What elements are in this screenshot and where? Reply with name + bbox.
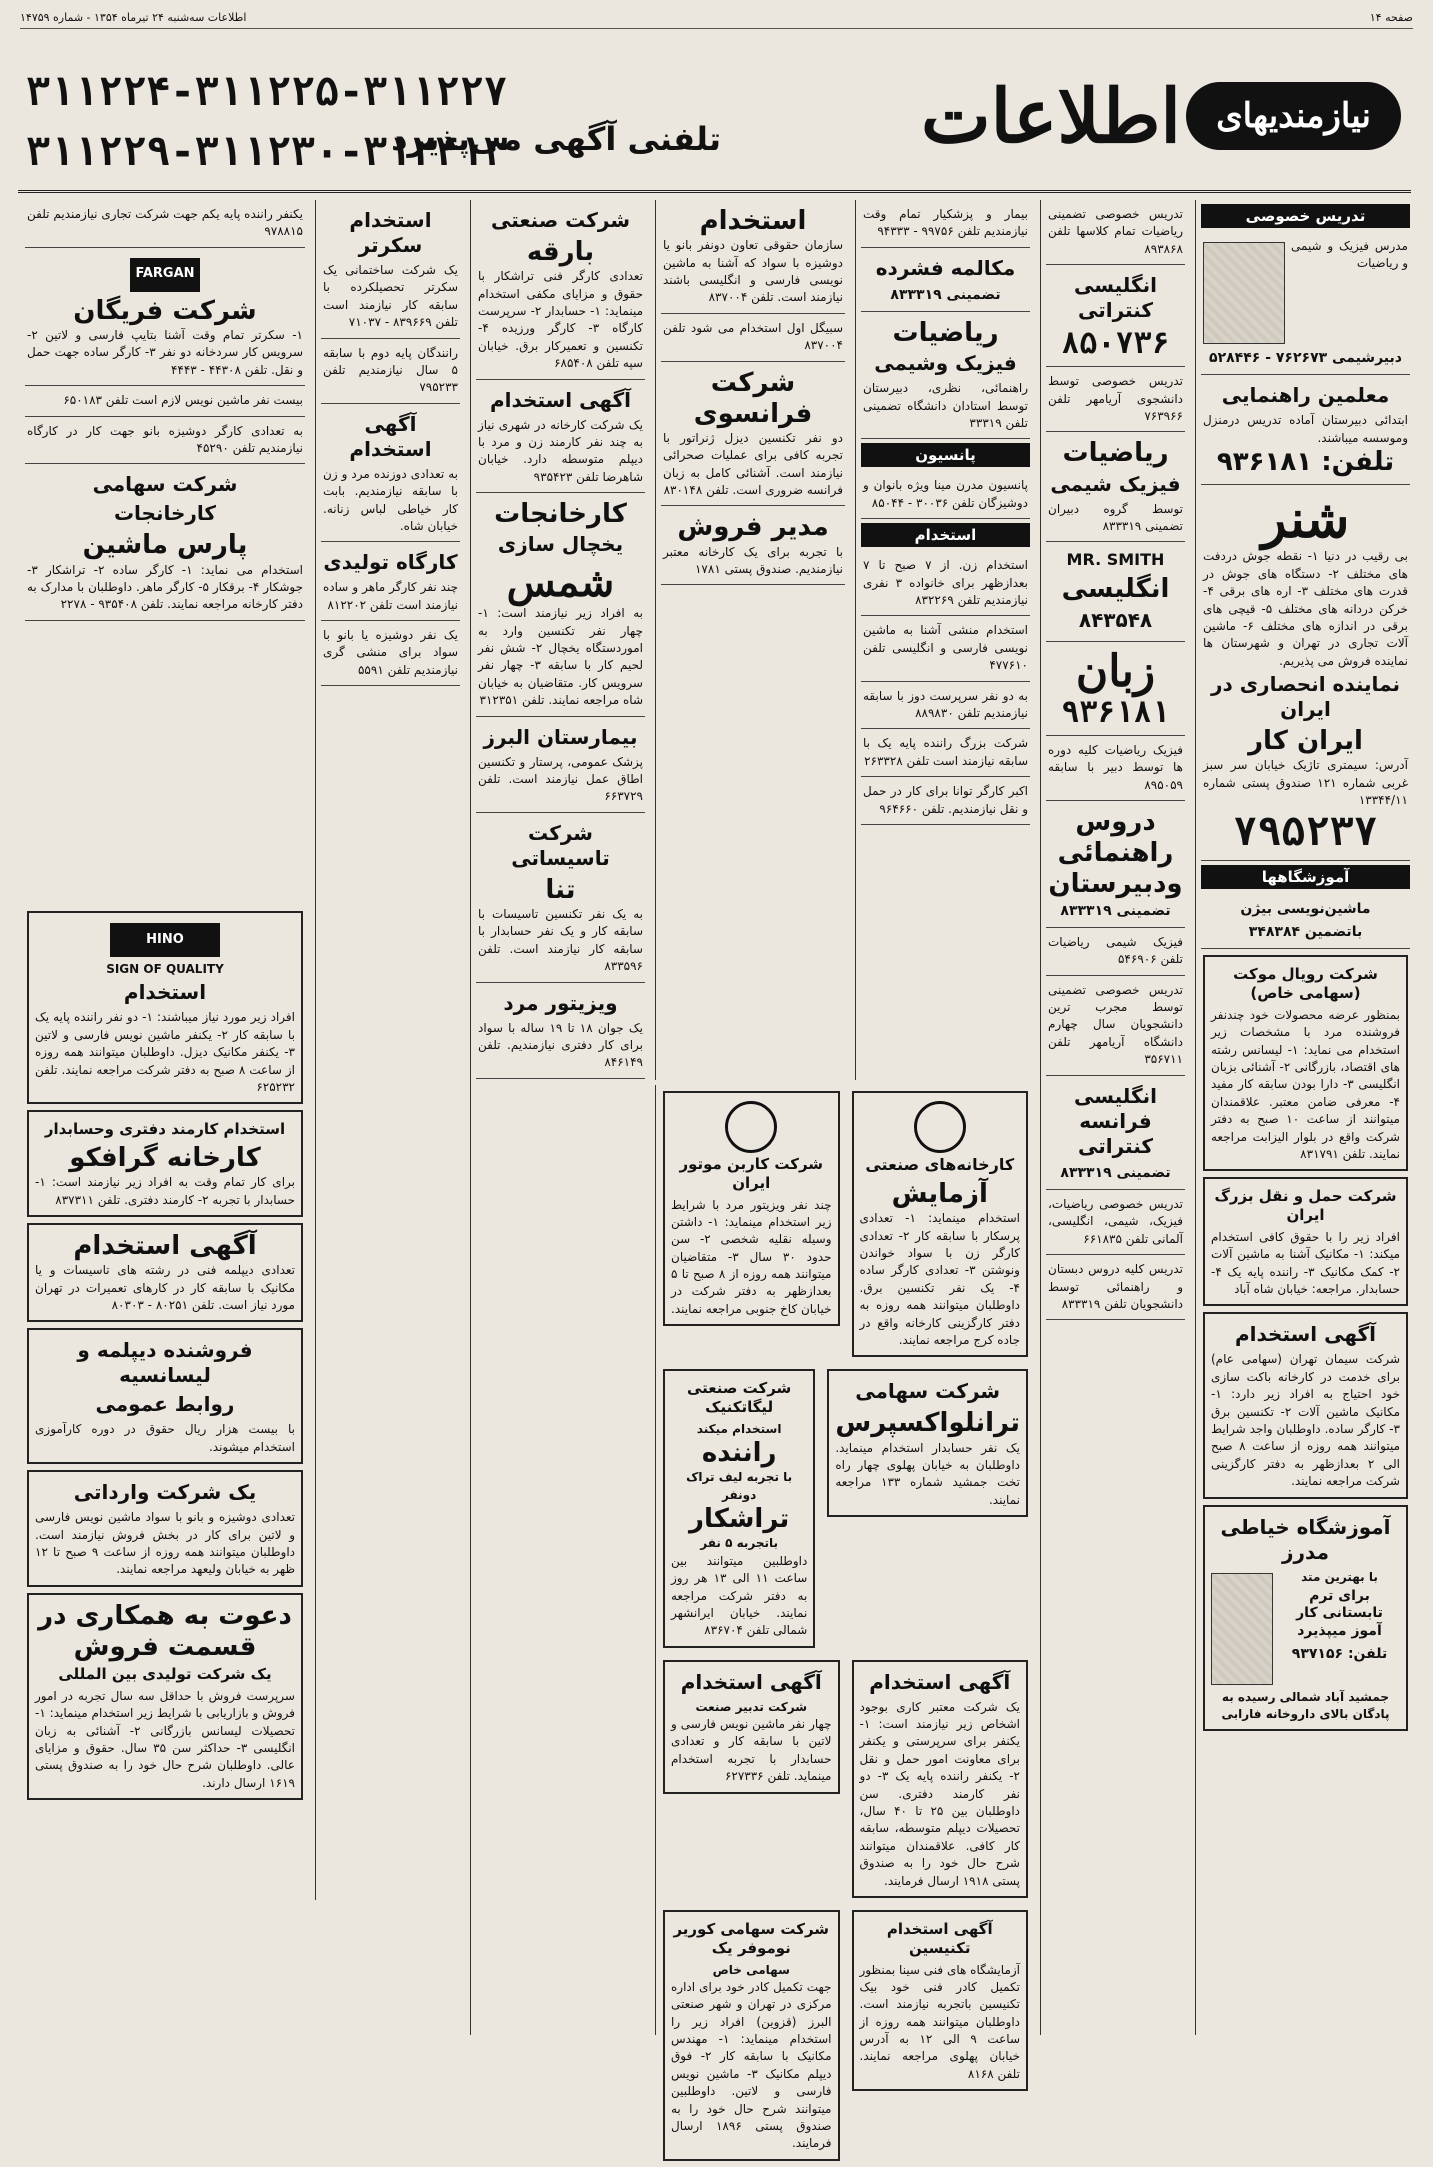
ad-azmayesh-title: آزمایش: [891, 1179, 988, 1209]
ad-c3-math: [861, 312, 1030, 439]
ad-shen: [1201, 485, 1410, 860]
ad-c2-8: تدریس کلیه دروس دبستان و راهنمائی توسط دانشجویان تلفن ۸۳۳۳۱۹: [1046, 1255, 1185, 1320]
ad-est-5: اکبر کارگر توانا برای کار در حمل و نقل نیازمندیم. تلفن ۹۶۴۶۶۰: [861, 777, 1030, 825]
masthead-subtitle: تلفنی آگهی می‌پذیرد: [391, 120, 721, 158]
ad-sales-head: فروشنده دیپلمه و لیسانسیه: [77, 1338, 253, 1388]
ad-tailor-sub: با بهترین متد: [1301, 1569, 1378, 1584]
ad-corry-sub: سهامی خاص: [712, 1962, 790, 1977]
ad-tana-body: به یک نفر تکنسین تاسیسات با سابقه کار و یک نفر حسابدار با سابقه کار نیازمند است. تلفن ۸۳۳۵۹۶: [478, 906, 643, 974]
ad-tailor-head: آموزشگاه خیاطی مدرز: [1220, 1514, 1391, 1564]
ad-shams: [476, 493, 645, 717]
ad-c2-3: فیزیک ریاضیات کلیه دوره ها توسط دبیر با سابقه ۸۹۵۰۵۹: [1046, 736, 1185, 801]
ad-royal-body: بمنظور عرضه محصولات خود چندنفر فروشنده مرد با مشخصات زیر استخدام می نماید: ۱- لیسانس رشته های اقتصاد، بازرگانی ۲- آشنائی بزبان انگلیسی ۳- دارا بودن سابقه کار مفید ۴- معرفی ضامن معتبر. علاقمندان میتوانند از ساعت ۱۰ صبح به دفتر شرکت واقع در بلوار الیزابت مراجعه نمایند. تلفن ۸۳۱۷۹۱: [1211, 1007, 1401, 1161]
ad-c6-workshop-head: کارگاه تولیدی: [323, 550, 458, 575]
section-label-institutes: آموزشگاهها: [1201, 865, 1410, 889]
ad-sales: [27, 1328, 303, 1464]
ad-c2-6-title: انگلیسی فرانسه کنتراتی: [1074, 1083, 1157, 1158]
ad-liga-tractor: تراشکار: [689, 1504, 790, 1535]
ad-eng-contract: [1046, 265, 1185, 367]
lower-block: [655, 1085, 1035, 2151]
ad-c4-french-body: دو نفر تکنسین دیزل ژنراتور با تجربه کافی برای عملیات صحرائی نیازمند است. آشنائی کامل به زبان فرانسه ضروری است. تلفن ۸۳۰۱۴۸: [663, 430, 843, 498]
ad-sales-body: با بیست هزار ریال حقوق در دوره کارآموزی استخدام میشوند.: [35, 1422, 295, 1454]
ad-c6-secretary-body: یک شرکت ساختمانی یک سکرتر تحصیلکرده با سابقه کار نیازمند است تلفن ۸۳۹۶۶۹ - ۷۱۰۳۷: [323, 263, 458, 330]
column-6: [315, 200, 465, 1900]
column-1: [1195, 200, 1415, 2035]
column-5: [470, 200, 650, 2035]
ad-liga-sub: استخدام میکند: [696, 1421, 782, 1436]
ad-import-head: یک شرکت وارداتی: [73, 1480, 257, 1505]
ad-tana-title: تنا: [545, 874, 576, 905]
ad-carbon-head: شرکت کاربن موتور ایران: [679, 1155, 824, 1192]
ad-graphco-title: کارخانه گرافکو: [69, 1143, 261, 1174]
ad-cement: [1203, 1312, 1408, 1498]
phones-line-1: ۳۱۱۲۲۴-۳۱۱۲۲۵-۳۱۱۲۲۷: [26, 69, 508, 115]
ad-zaban-title: زبان: [1075, 645, 1156, 697]
ad-dawat-head: دعوت به همکاری در قسمت فروش: [38, 1600, 292, 1662]
ad-royal-moquette: [1203, 955, 1408, 1171]
ad-ligatechnic: [663, 1369, 815, 1647]
ad-typing-phone: باتضمین ۳۴۸۳۸۴: [1248, 924, 1363, 941]
ad-import-body: تعدادی دوشیزه و بانو با سواد ماشین نویس فارسی و لاتین برای کار در بخش فروش نیازمند است. داوطلبان میتوانند همه روزه از ساعت ۹ صبح تا ۱۲ ظهر به خیابان ولیعهد مراجعه نمایند.: [35, 1510, 296, 1577]
ad-c4-french: [661, 362, 845, 507]
ad-teachers-phone: تلفن: ۹۳۶۱۸۱: [1216, 447, 1395, 478]
ad-teacher-text: مدرس فیزیک و شیمی و ریاضیات: [1291, 239, 1408, 271]
ad-c2-1: تدریس خصوصی تضمینی ریاضیات تمام کلاسها تلفن ۸۹۳۸۶۸: [1046, 200, 1185, 265]
ad-teachers-head: معلمین راهنمایی: [1221, 383, 1390, 408]
ad-c5-agahi: [476, 380, 645, 494]
ad-c4-1-body: سازمان حقوقی تعاون دونفر بانو یا دوشیزه با سواد که آشنا به ماشین نویسی فارسی و انگلیسی باشند نیازمند است. تلفن ۸۳۷۰۰۴: [663, 238, 843, 305]
ad-c2-6-phone: تضمینی ۸۳۳۳۱۹: [1060, 1164, 1171, 1181]
ad-c7-workers: به تعدادی کارگر دوشیزه بانو جهت کار در کارگاه نیازمندیم تلفن ۴۵۲۹۰: [25, 417, 305, 465]
ad-c6-workshop: [321, 542, 460, 621]
building-illustration: [1203, 242, 1285, 344]
ad-shams-title: شمس: [506, 559, 615, 607]
ad-c6-agahi2-body: تعدادی دیپلمه فنی در رشته های تاسیسات و یا مکانیک با سابقه کار در کارهای تعمیرات در تهران مورد نیاز است. تلفن ۸۰۲۵۱ - ۸۰۳۰۳: [35, 1263, 295, 1313]
ad-c3-agahi-head: آگهی استخدام: [869, 1669, 1011, 1694]
ad-dawat-sub: یک شرکت تولیدی بین المللی: [58, 1665, 272, 1684]
ad-c3-agahi-body: یک شرکت معتبر کاری بوجود اشخاص زیر نیازمند است: ۱- یکنفر برای سرپرستی و یکنفر برای معاونت امور حمل و نقل ۲- یکنفر راننده پایه یک ۳- دو نفر کارمند دفتری. سن داوطلبان بین ۲۵ تا ۴۰ سال، تحصیلات دیپلم متوسطه، سابقه کار کافی. علاقمندان میتوانند شرح حال خود را به صندوق پستی ۱۹۱۸ ارسال فرمایند.: [859, 1699, 1021, 1888]
ad-c6-agahi-body: به تعدادی دوزنده مرد و زن با سابقه نیازمندیم. بابت کار خیاطی لباس زنانه. خیابان شاه.: [323, 466, 458, 533]
ad-visitor-body: یک جوان ۱۸ تا ۱۹ ساله با سواد برای کار دفتری نیازمندیم. تلفن ۸۴۶۱۴۹: [478, 1020, 643, 1070]
masthead-title: اطلاعات: [921, 74, 1181, 160]
ad-bareqe-head: شرکت صنعتی: [490, 208, 631, 232]
ad-c6-agahi2: [27, 1223, 303, 1322]
ad-tadbir-body: چهار نفر ماشین نویس فارسی و لاتین با سابقه کار و تعدادی حسابدار با تجربه استخدام مینماید. تلفن ۶۲۷۳۳۶: [671, 1717, 832, 1784]
ad-haml-body: افراد زیر را با حقوق کافی استخدام میکند: ۱- مکانیک آشنا به ماشین آلات ۲- کمک مکانیک ۳- راننده پایه یک ۴- حسابدار. مراجعه: خیابان شاه آباد: [1211, 1229, 1401, 1297]
ad-teachers-body: ابتدائی دبیرستان آماده تدریس درمنزل وموسسه میباشند.: [1203, 413, 1408, 445]
ad-c6-agahi: [321, 404, 460, 543]
masthead-oval: نیازمندیهای: [1186, 82, 1401, 150]
ad-est-3: به دو نفر سرپرست دوز با سابقه نیازمندیم تلفن ۸۸۹۸۳۰: [861, 682, 1030, 730]
ad-c2-6: [1046, 1076, 1185, 1190]
ad-royal-head: شرکت رویال موکت (سهامی خاص): [1233, 965, 1378, 1003]
ad-hino-head: استخدام: [123, 980, 207, 1005]
phones-line-2: ۳۱۱۲۲۹-۳۱۱۲۳۰-۳۱۲۴۱۳: [26, 129, 508, 175]
ad-tailor-addr: جمشید آباد شمالی رسیده به پادگان بالای داروخانه فارابی: [1221, 1689, 1390, 1721]
ad-liga-head: شرکت صنعتی لیگاتکنیک: [687, 1379, 792, 1417]
masthead-phones: [26, 62, 508, 182]
column-4: [655, 200, 850, 1080]
ad-math-title: ریاضیات: [1062, 438, 1169, 469]
ad-c5-agahi-body: یک شرکت کارخانه در شهری نیاز به چند نفر کارمند زن و مرد با دیپلم متوسطه دارد. خیابان شاهرضا تلفن ۹۳۵۴۲۳: [478, 417, 643, 484]
column-3: [855, 200, 1035, 1080]
ad-import: [27, 1470, 303, 1587]
ad-tadbir: [663, 1660, 840, 1794]
ad-dorus-dabirestan: ودبیرستان: [1048, 869, 1183, 900]
ad-iran-kar-phone: ۷۹۵۲۳۷: [1233, 808, 1378, 855]
ad-hino: [27, 911, 303, 1104]
ad-c7-typists: بیست نفر ماشین نویس لازم است تلفن ۶۵۰۱۸۳: [25, 386, 305, 416]
ad-c6-secretary: [321, 200, 460, 339]
ad-shams-body: به افراد زیر نیازمند است: ۱- چهار نفر تکنسین وارد به اموردستگاه یخچال ۲- شش نفر لحیم کار با سابقه ۳- چهار نفر سرویس کار. متقاضیان به خیابان شاه مراجعه نمایند. تلفن ۳۱۲۳۵۱: [478, 606, 644, 708]
ad-liga-tractor-note: باتجربه ۵ نفر: [700, 1536, 779, 1551]
page-header: [20, 6, 1413, 29]
section-label-private: تدریس خصوصی: [1201, 204, 1410, 228]
ad-dorus-title: دروس: [1075, 807, 1156, 838]
ad-c6-agahi2-head: آگهی استخدام: [73, 1231, 257, 1262]
ad-tadbir-sub: شرکت تدبیر صنعت: [695, 1699, 808, 1714]
ad-hino-body: افراد زیر مورد نیاز میباشند: ۱- دو نفر راننده پایه یک با سابقه کار ۲- یکنفر ماشین نویس فارسی و لاتین ۳- یکنفر مکانیک دیزل. داوطلبان میتوانند همه روزه از ساعت ۸ صبح به دفتر شرکت مراجعه نمایند. تلفن ۶۲۵۲۳۲: [35, 1010, 295, 1094]
ad-dawat-body: سرپرست فروش با حداقل سه سال تجربه در امور فروش و بازاریابی با شرایط زیر استخدام مینماید: ۱- تحصیلات لیسانس بازرگانی ۲- آشنائی به زبان انگلیسی ۳- حداکثر سن ۳۵ سال. حقوق و مزایای عالی. داوطلبان شرح حال خود را به صندوق پستی ۱۶۱۹ ارسال دارند.: [35, 1688, 296, 1790]
ad-c6-drivers: رانندگان پایه دوم با سابقه ۵ سال نیازمندیم تلفن ۷۹۵۲۳۳: [321, 339, 460, 404]
ad-dorus-phone: تضمینی ۸۳۳۳۱۹: [1060, 902, 1171, 919]
ad-iran-kar-addr: آدرس: سیمتری تاژیک خیابان سر سبز غربی شماره ۱۲۱ صندوق پستی شماره ۱۳۳۴۴/۱۱: [1203, 758, 1408, 808]
ad-technician: [852, 1910, 1029, 2091]
ad-zaban-phone: ۹۳۶۱۸۱: [1061, 694, 1170, 730]
ad-c4-sales-manager: [661, 506, 845, 585]
ad-iran-kar: ایران کار: [1248, 726, 1363, 757]
ad-eng-head: انگلیسی کنتراتی: [1074, 273, 1157, 323]
ad-c3-phys-body: راهنمائی، نظری، دبیرستان توسط استادان دانشگاه تضمینی تلفن ۳۳۳۱۹: [863, 381, 1028, 431]
ad-visitor-head: ویزیتور مرد: [503, 990, 618, 1015]
issue-line: اطلاعات سه‌شنبه ۲۴ تیرماه ۱۳۵۴ - شماره ۱۴۷۵۹: [20, 10, 247, 24]
ad-teacher: [1201, 232, 1410, 375]
ad-tailoring: [1203, 1505, 1408, 1732]
ad-pars-machine: [25, 464, 305, 620]
ad-c6-secretary-head: استخدام سکرتر: [349, 208, 432, 257]
ad-tech-body: آزمایشگاه های فنی سینا بمنظور تکمیل کادر فنی خود بیک تکنیسین باتجربه نیازمند است. داوطلبان میتوانند همه روزه از ساعت ۹ الی ۱۲ به آدرس خیابان پهلوی مراجعه نمایند. تلفن ۸۱۶۸: [859, 1962, 1021, 2081]
ad-tranlo-head: شرکت سهامی: [855, 1379, 1001, 1404]
ad-shams-yakhchal: یخچال سازی: [497, 532, 624, 557]
ad-graphco-body: برای کار تمام وقت به افراد زیر نیازمند است: ۱- حسابدار با تجربه ۲- کارمند دفتری. تلفن ۸۳۷۳۱۱: [35, 1175, 295, 1207]
ad-shen-body: بی رقیب در دنیا ۱- نقطه جوش دردفت های مختلف ۲- دستگاه های جوش در قدرت های مختلف ۳- اره های برقی ۴- خرکن دردانه های مختلف ۵- قیچی های برقی در اندازه های مختلف ۶- ماشین آلات تجاری در تهران و شهرستان ها نماینده فروش می پذیریم.: [1203, 549, 1408, 668]
ad-fargan-body: ۱- سکرتر تمام وقت آشنا بتایپ فارسی و لاتین ۲- سرویس کار سردخانه دو نفر ۳- کارگر ساده جهت حمل و نقل. تلفن ۴۴۳۰۸ - ۴۴۴۳: [27, 327, 303, 377]
page-number: صفحه ۱۴: [1369, 10, 1413, 24]
ad-tranlo-title: ترانلواکسپرس: [835, 1408, 1020, 1439]
carbon-logo-icon: [725, 1101, 777, 1153]
ad-c4-french-title: شرکت فرانسوی: [693, 367, 813, 429]
ad-azmayesh: [852, 1091, 1029, 1357]
ad-c4-2: سبیگل اول استخدام می شود تلفن ۸۳۷۰۰۴: [661, 314, 845, 362]
ad-hino-sub: SIGN OF QUALITY: [106, 962, 224, 976]
ad-c2-5: تدریس خصوصی تضمینی توسط مجرب ترین دانشجویان سال چهارم دانشگاه آریامهر تلفن ۳۵۶۷۱۱: [1046, 976, 1185, 1076]
ad-pars-body: استخدام می نماید: ۱- کارگر ساده ۲- تراشکار ۳- جوشکار ۴- برقکار ۵- کارگر ماهر. داوطلبان با مدارک به دفتر کارخانه مراجعه نمایند. تلفن ۹۳۵۴۰۸ - ۲۲۷۸: [27, 562, 303, 612]
ad-sales-head2: روابط عمومی: [95, 1392, 235, 1417]
ad-bareqe-body: تعدادی کارگر فنی تراشکار با حقوق و مزایای مکفی استخدام مینماید: ۱- حسابدار ۲- سرپرست کارگاه ۳- کارگر ورزیده ۴- تکنسین و تعمیرکار برق. خیابان سپه تلفن ۶۸۵۴۰۸: [478, 269, 643, 371]
ad-dorus: [1046, 801, 1185, 928]
hino-logo: HINO: [110, 923, 220, 957]
label-pansion: پانسیون: [861, 443, 1030, 467]
ad-tana: [476, 813, 645, 983]
ad-math: [1046, 432, 1185, 542]
ad-eng-phone: ۸۵۰۷۳۶: [1061, 326, 1170, 362]
ad-c2-7: تدریس خصوصی ریاضیات، فیزیک، شیمی، انگلیسی، آلمانی تلفن ۶۶۱۸۳۵: [1046, 1190, 1185, 1255]
ad-liga-driver: راننده: [701, 1438, 777, 1469]
ad-c6-secretary2: یک نفر دوشیزه یا بانو با سواد برای منشی گری نیازمندیم تلفن ۵۵۹۱: [321, 621, 460, 686]
ad-c4-1: [661, 200, 845, 314]
ad-azmayesh-body: استخدام مینماید: ۱- تعدادی پرسکار با سابقه کار ۲- تعدادی کارگر زن با سواد خواندن ونوشتن ۳- تعدادی کارگر ساده ۴- یک نفر تکنسین برق. داوطلبان میتوانند همه روزه به دفتر کارگزینی کارخانه واقع در جاده کرج مراجعه نمایند.: [859, 1211, 1020, 1347]
ad-alborz-body: پزشک عمومی، پرستار و تکنسین اطاق عمل نیازمند است. تلفن ۶۶۳۷۲۹: [478, 754, 643, 804]
ad-smith-phone: ۸۴۳۵۴۸: [1078, 607, 1153, 632]
ad-smith: [1046, 542, 1185, 641]
ad-c2-4: فیزیک شیمی ریاضیات تلفن ۵۴۶۹۰۶: [1046, 928, 1185, 976]
ad-tech-head: آگهی استخدام تکنیسین: [886, 1920, 993, 1957]
ad-est-2: استخدام منشی آشنا به ماشین نویسی فارسی و انگلیسی تلفن ۴۷۷۶۱۰: [861, 616, 1030, 681]
ad-graphco-sub: استخدام کارمند دفتری وحسابدار: [44, 1120, 286, 1139]
ad-tana-head: شرکت تاسیساتی: [511, 820, 610, 870]
ad-tadbir-head: آگهی استخدام: [680, 1669, 822, 1694]
ad-smith-name: MR. SMITH: [1066, 550, 1165, 570]
ad-dorus-rahnamai: راهنمائی: [1057, 838, 1174, 869]
ad-graphco: [27, 1110, 303, 1217]
ad-fargan: [25, 248, 305, 386]
ad-c4-sales-manager-title: مدیر فروش: [677, 512, 829, 543]
column-2: [1040, 200, 1190, 2035]
ad-c3-phys-title: فیزیک وشیمی: [874, 351, 1017, 376]
ad-est-1: استخدام زن. از ۷ صبح تا ۷ بعدازظهر برای خانواده ۳ نفری نیازمندیم تلفن ۸۳۲۲۶۹: [861, 551, 1030, 616]
ad-c6-workshop-body: چند نفر کارگر ماهر و ساده نیازمند است تلفن ۸۱۲۲۰۲: [323, 580, 458, 612]
ad-alborz-head: بیمارستان البرز: [483, 724, 638, 749]
ad-c6-agahi-head: آگهی استخدام: [349, 411, 432, 461]
ad-c5-agahi-head: آگهی استخدام: [489, 387, 632, 412]
ad-bareqe: [476, 200, 645, 380]
ad-pars-karkhanejat: کارخانجات: [113, 501, 217, 526]
ad-teachers-guidance: [1201, 375, 1410, 485]
ad-c3-1: بیمار و پزشکیار تمام وقت نیازمندیم تلفن ۹۹۷۵۶ - ۹۴۳۳۳: [861, 200, 1030, 248]
ad-teacher-phone: دبیرشیمی ۷۶۲۶۷۳ - ۵۲۸۴۴۶: [1209, 350, 1402, 366]
ad-shams-karkhanejat: کارخانجات: [494, 499, 627, 530]
ad-haml-naql: [1203, 1177, 1408, 1306]
ad-alborz: [476, 717, 645, 813]
ad-smith-eng: انگلیسی: [1061, 574, 1170, 605]
ad-pars-title: پارس ماشین: [82, 530, 248, 561]
ad-c3-agahi: [852, 1660, 1029, 1898]
ad-typing: [1201, 893, 1410, 950]
ad-cement-body: شرکت سیمان تهران (سهامی عام) برای خدمت در کارخانه باکت سازی خود احتیاج به افراد زیر دارد: ۱- مکانیک ماشین آلات ۲- تکنسین برق ۳- کارگر ساده. داوطلبان واجد شرایط میتوانند همه روزه از ساعت ۸ صبح الی ۲ بعدازظهر به دفتر کارگزینی شرکت مراجعه نمایند.: [1211, 1352, 1401, 1489]
ad-typing-title: ماشین‌نویسی بیژن: [1240, 900, 1371, 917]
ad-zaban: [1046, 642, 1185, 736]
ad-carbon-motor: [663, 1091, 840, 1326]
left-lower-block: [20, 905, 310, 2035]
ad-haml-head: شرکت حمل و نقل بزرگ ایران: [1214, 1187, 1397, 1225]
ad-tranlo: [827, 1369, 1028, 1517]
ad-tailor-phone: تلفن: ۹۳۷۱۵۶: [1291, 1646, 1388, 1663]
ad-fargan-title: شرکت فریگان: [73, 295, 257, 326]
ad-c3-math-title: ریاضیات: [892, 318, 999, 349]
azmayesh-logo-icon: [914, 1101, 966, 1153]
ad-liga-body: داوطلبین میتوانند بین ساعت ۱۱ الی ۱۳ هر روز به دفتر شرکت مراجعه نمایند. خیابان ایرانشهر شمالی تلفن ۸۳۶۷۰۴: [671, 1553, 808, 1638]
masthead: [18, 60, 1411, 193]
label-estekhdam: استخدام: [861, 523, 1030, 547]
ad-c4-1-title: استخدام: [699, 206, 807, 236]
column-7: [20, 200, 310, 900]
ad-c3-2: [861, 248, 1030, 312]
ad-liga-driver-note: با تجربه لیف تراک دونفر: [686, 1470, 793, 1502]
ad-visitor: [476, 983, 645, 1079]
ad-c2-2: تدریس خصوصی توسط دانشجوی آریامهر تلفن ۷۶۳۹۶۶: [1046, 367, 1185, 432]
ad-shen-title: شنر: [1261, 489, 1350, 551]
ad-c3-2-sub: تضمینی ۸۳۳۳۱۹: [890, 286, 1001, 303]
ad-bareqe-title: بارقه: [526, 237, 595, 267]
ad-pansion: پانسیون مدرن مینا ویژه بانوان و دوشیزگان تلفن ۳۰۰۳۶ - ۸۵۰۴۴: [861, 471, 1030, 519]
ad-dawat: [27, 1593, 303, 1800]
ad-c4-sales-manager-body: با تجربه برای یک کارخانه معتبر نیازمندیم. صندوق پستی ۱۷۸۱: [663, 544, 843, 577]
ad-corry-head: شرکت سهامی کوریر نوموفر یک: [673, 1920, 830, 1957]
ad-phys-title: فیزیک شیمی: [1050, 471, 1181, 496]
ad-phys-sub: توسط گروه دبیران تضمینی ۸۳۳۳۱۹: [1048, 501, 1183, 533]
fargan-logo: FARGAN: [130, 258, 200, 292]
ad-c7-driver: یکنفر راننده پایه یکم جهت شرکت تجاری نیازمندیم تلفن ۹۷۸۸۱۵: [25, 200, 305, 248]
ad-azmayesh-head: کارخانه‌های صنعتی: [865, 1155, 1015, 1174]
ad-cement-head: آگهی استخدام: [1234, 1322, 1377, 1347]
ad-c3-2-title: مکالمه فشرده: [875, 255, 1016, 280]
ad-tailor-body: برای ترم تابستانی کار آموز میپذیرد: [1296, 1587, 1383, 1639]
ad-corry-body: جهت تکمیل کادر خود برای اداره مرکزی در تهران و شهر صنعتی البرز (قزوین) افراد زیر را استخدام مینماید: ۱- مهندس مکانیک با سابقه کار ۲- فوق دیپلم مکانیک ۳- ماشین نویس فارسی و لاتین. داوطلبین میتوانند شرح حال خود را به صندوق پستی ۱۸۹۶ ارسال فرمایند.: [671, 1979, 832, 2151]
ad-carbon-body: چند نفر ویزیتور مرد با شرایط زیر استخدام مینماید: ۱- داشتن وسیله نقلیه شخصی ۲- سن حدود ۳۰ سال ۳- متقاضیان میتوانند همه روزه از ۸ صبح تا ۵ بعدازظهر به دفتر شرکت در خیابان کاخ جنوبی مراجعه نمایند.: [671, 1197, 832, 1316]
ad-pars-sahami: شرکت سهامی: [92, 472, 238, 497]
ad-shen-rep: نماینده انحصاری در ایران: [1210, 672, 1400, 722]
ad-corry: [663, 1910, 840, 2161]
ad-tranlo-body: یک نفر حسابدار استخدام مینماید. داوطلبان به خیابان پهلوی چهار راه تخت جمشید شماره ۱۳۳ مراجعه نمایند.: [835, 1440, 1020, 1507]
ad-est-4: شرکت بزرگ راننده پایه یک با سابقه نیازمند است تلفن ۲۶۳۳۲۸: [861, 729, 1030, 777]
dress-illustration: [1211, 1573, 1273, 1685]
